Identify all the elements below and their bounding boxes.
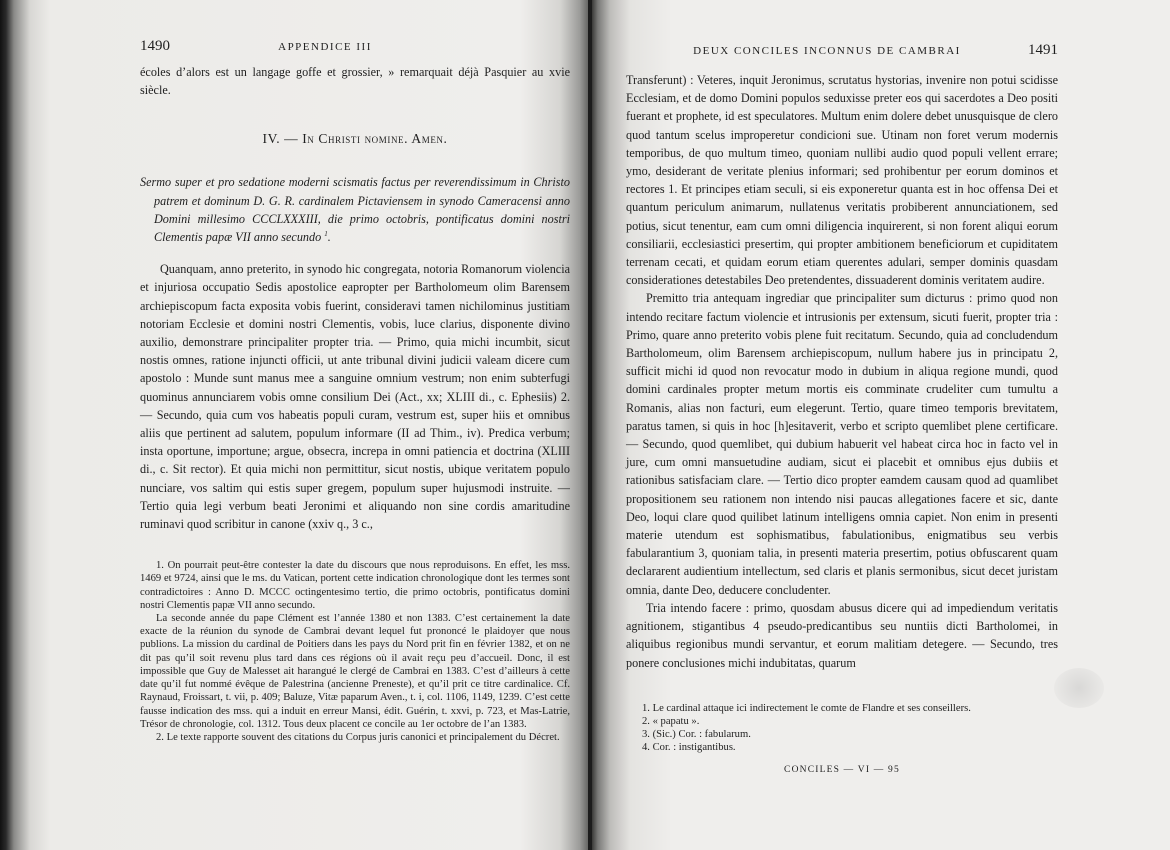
section-heading: IV. — In Christi nomine. Amen. [262,131,448,147]
right-page-content [626,42,1058,775]
left-running-title: APPENDICE III [278,41,372,53]
right-footnotes [626,702,1058,755]
right-page [592,0,1170,850]
right-paragraph-2: Premitto tria antequam ingrediar que principaliter sum dicturus : primo quod non intendo recitare factum violencie et intrusionis per extensum, sicuti fuerit, propter tria : Primo, quare anno preterito vobis plene fuit recitatum. Secundo, quia ad concludendum Bartholomeum, olim Barensem archiepiscopum, nullum habere jus in principatu 2, sufficit michi id quod non revocatur modo in dubium in aliqua regione mundi, quod domini cardinales propter metum mortis eis comminate crudeliter cum tumultu a Romanis, alias non facturi, eum elegerunt. Tertio, quare timeo temporis brevitatem, paratus tamen, si quis in hoc [h]esitaverit, verbo et scripto quemlibet plene certificare. — Secundo, quod quemlibet, qui dubium habuerit vel habeat circa hoc in facto vel in jure, cum omni mansuetudine audiam, sicut ei placebit et omnibus ejus dubiis et rationibus satisfaciam clare. — Tertio dico propter eamdem causam quod ad quamlibet propositionem seu rationem non intendo nisi paucas allegationes facere et sic, dante Deo, loqui clare quod quilibet latinum intelligens omnia capiet. Non enim in presenti materie utendum est sophismatibus, fabulationibus, enigmatibus seu verbis fabularantium 3, quoniam talia, in presenti materia presertim, potius obfuscarent quam declararent audientium intellectum, sed claris et planis sermonibus, sicut decet juristam omnia, dante Deo, deducere concludenter. [626,291,1058,597]
right-paragraph-1: Transferunt) : Veteres, inquit Jeronimus, scrutatus hystorias, invenire non potui scidisse Ecclesiam, et de domo Domini populos seduxisse preter eos qui sacerdotes a Deo positi fuerant et prophete, id est speculatores. Multum enim dolere debet unusquisque de clero quod tantum scelus improperetur condicioni sue. Utinam non foret verum modernis temporibus, de quo multum timeo, quoniam nullibi audio quod populi vellent errare; ymo, desiderant de veritate plenius informari; sed prohibentur per eorum dominos et rectores 1. Et principes etiam seculi, si eis exponeretur quanta est in hoc offensa Dei et quantum periculum animarum, nullatenus veritatis probiberent annunciationem, sed potius, sicut tenentur, eam cum omni diligencia inquirerent, si non forent aliqui eorum consiliarii, ecclesiastici presertim, qui propter ambitionem beneficiorum et cupiditatem terrenam cecati, et quidam eorum etiam querentes adulari, semper dominis quasdam considerationes detestabiles Deo pretendentes, dissuaderent dominis veritatem audire. [626,73,1058,288]
footnote-1: 1. On pourrait peut-être contester la date du discours que nous reproduisons. En effet, les mss. 1469 et 9724, ainsi que le ms. du Vatican, portent cette indication chronologique dont les termes sont contradictoires : Anno D. MCCC octingentesimo tertio, die primo octobris, pontificatus domini nostri Clementis papæ VII anno secundo. [140,560,570,611]
footnote-1-continued: La seconde année du pape Clément est l’année 1380 et non 1383. C’est certainement la date exacte de la réunion du synode de Cambrai devant lequel fut prononcé le plaidoyer que nous publions. La mission du cardinal de Poitiers dans les pays du Nord prit fin en février 1382, et on ne dit pas qu’il soit revenu plus tard dans ces régions où il avait reçu peu d’accueil. Donc, il est impossible que Guy de Malesset ait harangué le clergé de Cambrai en 1383. C’est d’ailleurs à cette date qu’il fut nommé évêque de Palestrina (ancienne Preneste), et qu’il prit ce titre cardinalice. Cf. Raynaud, Froissart, t. vii, p. 409; Baluze, Vitæ paparum Aven., t. i, col. 1106, 1149, 1239. C’est cette fausse indication des mss. qui a induit en erreur Mansi, édit. Guérin, t. xxvi, p. 723, et Mas-Latrie, Trésor de chronologie, col. 1312. Tous deux placent ce concile au 1er octobre de l’an 1383. [140,613,570,730]
sermo-text: Sermo super et pro sedatione moderni scismatis factus per reverendissimum in Christo patrem et dominum D. G. R. cardinalem Pictaviensem in synodo Cameracensi anno Domini millesimo CCCLXXXIII, die primo octobris, pontificatus domini nostri Clementis papæ VII anno secundo [140,175,570,245]
right-running-head [626,42,1058,59]
footnote-r3: 3. (Sic.) Cor. : fabularum. [642,729,751,741]
sermo-note-ref: 1 [324,229,328,238]
left-page-content [140,38,570,744]
footnote-r4: 4. Cor. : instigantibus. [642,742,736,754]
left-page-number: 1490 [140,38,170,54]
left-main-text: Quanquam, anno preterito, in synodo hic congregata, notoria Romanorum violencia et injuriosa occupatio Sedis apostolice eapropter per Bartholomeum olim Barensem archiepiscopum facta exposita vobis fuerint, consideravi tamen nichilominus justitiam notoriam Ecclesie et domini nostri Clementis, vobis, luce clarius, disponente divino auxilio, demonstrare principaliter propter tria. — Primo, quia michi incumbit, sicut nostis omnes, ratione injuncti officii, ut ante tribunal divini judicii valeam dicere cum apostolo : Munde sunt manus mee a sanguine omnium vestrum; non enim subterfugi quominus annunciarem vobis omne consilium Dei (Act., xx; XLIII di., c. Ephesiis) 2. — Secundo, quia cum vos habeatis populi curam, vestrum est, super hiis et omnibus aliis que pertinent ad salutem, populum informare (II ad Thim., iv). Predica verbum; insta oportune, importune; argue, obsecra, increpa in omni patiencia et doctrina (XLIII di., c. Sit rector). Et quia michi non permittitur, sicut nostis, ubique veritatem populo nunciare, vos saltim qui estis super gregem, populum super hujusmodi instruite. — Tertio quia legi verbum beati Jeronimi et aliquando non sine cordis amaritudine ruminavi quod scribitur in canone (xxiv q., 3 c., [140,262,570,532]
left-opening-text: écoles d’alors est un langage goffe et grossier, » remarquait déjà Pasquier au xvie siècle. [140,65,570,98]
left-running-head [140,38,570,55]
footnote-2: 2. Le texte rapporte souvent des citations du Corpus juris canonici et principalement du Décret. [156,731,560,743]
right-running-title: DEUX CONCILES INCONNUS DE CAMBRAI [693,45,961,57]
footnote-r2: 2. « papatu ». [642,715,700,727]
paper-stain [1054,668,1104,708]
left-footnotes [140,559,570,744]
footnote-r1: 1. Le cardinal attaque ici indirectement le comte de Flandre et ses conseillers. [642,702,971,714]
sermo-title: Sermo super et pro sedatione moderni scismatis factus per reverendissimum in Christo patrem et dominum D. G. R. cardinalem Pictaviensem in synodo Cameracensi anno Domini millesimo CCCLXXXIII, die primo octobris, pontificatus domini nostri Clementis papæ VII anno secundo $^1$. [140,175,570,245]
printer-signature: CONCILES — VI — 95 [784,764,900,775]
right-paragraph-3: Tria intendo facere : primo, quosdam abusus dicere qui ad impediendum veritatis agnitionem, stigantibus 4 pseudo-predicantibus seu nuntiis dicti Bartholomei, in aliquibus regionibus mundi servantur, et eorum malitiam detegere. — Secundo, tres ponere conclusiones michi indubitatas, quarum [626,600,1058,670]
right-page-number: 1491 [1028,42,1058,58]
